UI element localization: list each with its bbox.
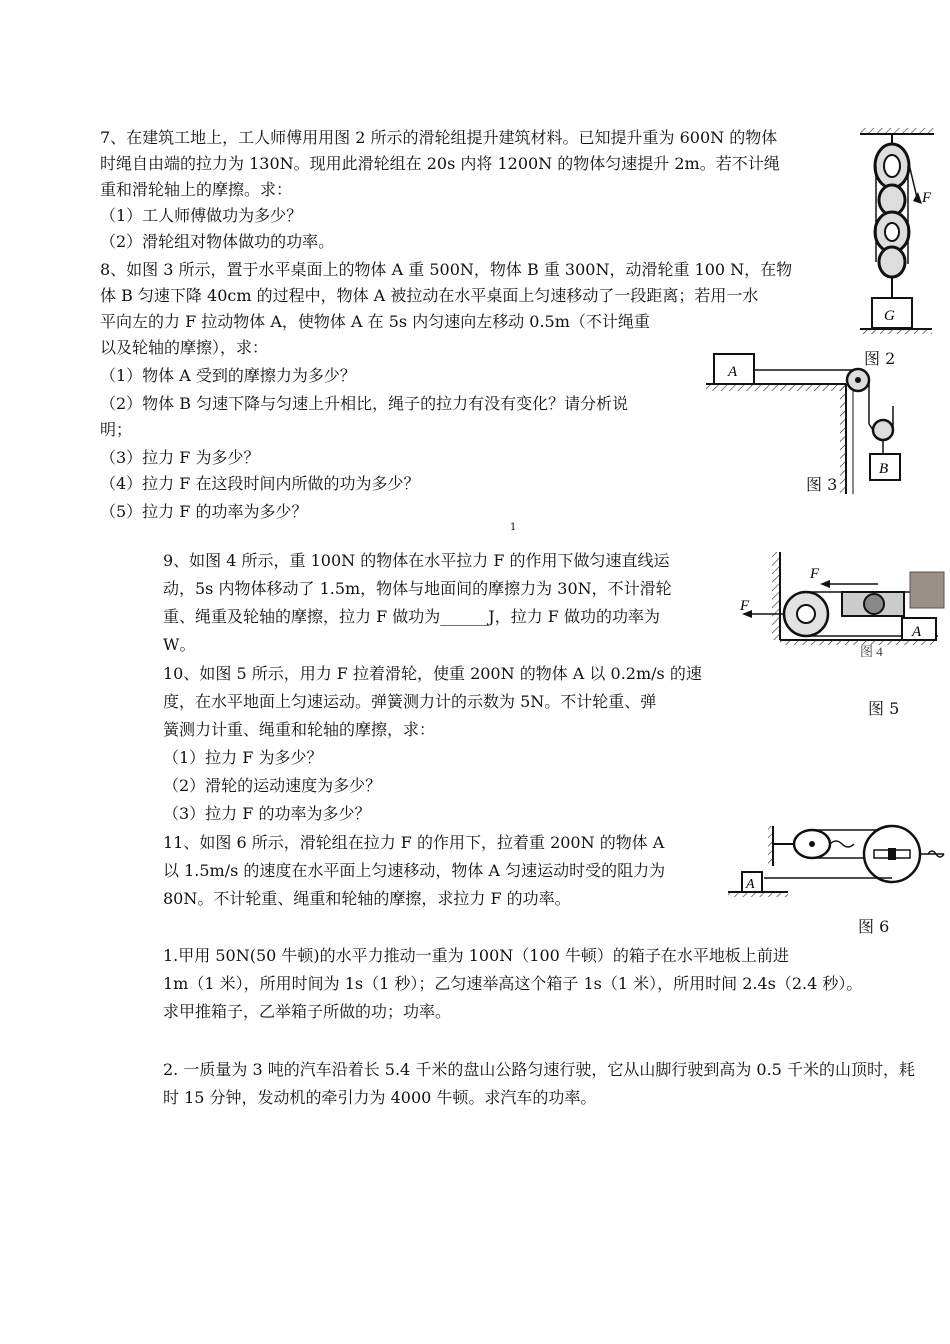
q11-line: 以 1.5m/s 的速度在水平面上匀速移动，物体 A 匀速运动时受的阻力为 (163, 861, 666, 880)
p1-line: 求甲推箱子，乙举箱子所做的功；功率。 (163, 1002, 452, 1021)
wall-block (910, 572, 944, 608)
q8-line: （3）拉力 F 为多少？ (100, 448, 260, 467)
q10-line: 10、如图 5 所示，用力 F 拉着滑轮，使重 200N 的物体 A 以 0.2m/s 的速 (163, 664, 702, 683)
q9-line: 动，5s 内物体移动了 1.5m，物体与地面间的摩擦力为 30N，不计滑轮 (163, 579, 672, 598)
q7-line: 重和滑轮轴上的摩擦。求： (100, 180, 293, 199)
q8-line: 平向左的力 F 拉动物体 A，使物体 A 在 5s 内匀速向左移动 0.5m（不计绳重 (100, 312, 650, 331)
q10-line: （1）拉力 F 为多少？ (163, 748, 323, 767)
q7-line: （1）工人师傅做功为多少？ (100, 206, 303, 225)
label-a-fig6: A (746, 877, 755, 892)
p2-line: 2. 一质量为 3 吨的汽车沿着长 5.4 千米的盘山公路匀速行驶，它从山脚行驶到高为 0.5 千米的山顶时，耗 (163, 1060, 915, 1079)
label-f: F (922, 190, 932, 206)
q9-line: W。 (163, 635, 196, 654)
label-f-upper: F (810, 566, 820, 582)
q11-line: 11、如图 6 所示，滑轮组在拉力 F 的作用下，拉着重 200N 的物体 A (163, 833, 665, 852)
movable-pulley-lower (879, 247, 905, 277)
label-g: G (884, 308, 895, 324)
figure-6-horizontal-pulleys (724, 822, 948, 908)
q11-line: 80N。不计轮重、绳重和轮轴的摩擦，求拉力 F 的功率。 (163, 889, 571, 908)
q8-line: （1）物体 A 受到的摩擦力为多少？ (100, 366, 356, 385)
q9-line: 9、如图 4 所示，重 100N 的物体在水平拉力 F 的作用下做匀速直线运 (163, 551, 670, 570)
q8-line: （2）物体 B 匀速下降与匀速上升相比，绳子的拉力有没有变化？请分析说 (100, 394, 629, 413)
figure-2-caption: 图 2 (864, 349, 896, 368)
q7-line: 7、在建筑工地上，工人师傅用用图 2 所示的滑轮组提升建筑材料。已知提升重为 600N 的物体 (100, 128, 778, 147)
figure-4-caption: 图 4 (860, 644, 883, 659)
figure-6-caption: 图 6 (858, 917, 890, 936)
movable-pulley (873, 420, 893, 440)
label-b: B (879, 461, 889, 477)
figure-4-wall-pulley (738, 548, 948, 660)
q8-line: 以及轮轴的摩擦），求： (100, 338, 269, 357)
figure-2-pulley-block (852, 124, 948, 360)
q10-line: 簧测力计重、绳重和轮轴的摩擦，求： (163, 720, 436, 739)
p1-line: 1.甲用 50N(50 牛顿)的水平力推动一重为 100N（100 牛顿）的箱子在水平地板上前进 (163, 946, 789, 965)
q8-line: （5）拉力 F 的功率为多少？ (100, 502, 308, 521)
page-number: 1 (510, 522, 517, 533)
label-a-fig4: A (912, 624, 922, 640)
figure-3-caption: 图 3 (806, 475, 838, 494)
wall (772, 552, 780, 640)
q10-line: （3）拉力 F 的功率为多少？ (163, 804, 371, 823)
q7-line: （2）滑轮组对物体做功的功率。 (100, 232, 335, 251)
q8-line: 8、如图 3 所示，置于水平桌面上的物体 A 重 500N，物体 B 重 300N，动滑轮重 100 N，在物 (100, 260, 793, 279)
q10-line: 度，在水平地面上匀速运动。弹簧测力计的示数为 5N。不计轮重、弹 (163, 692, 657, 711)
q7-line: 时绳自由端的拉力为 130N。现用此滑轮组在 20s 内将 1200N 的物体匀速提升 2m。若不计绳 (100, 154, 780, 173)
p1-line: 1m（1 米），所用时间为 1s（1 秒）；乙匀速举高这个箱子 1s（1 米），所用时间 2.4s（2.4 秒）。 (163, 974, 863, 993)
q9-line: 重、绳重及轮轴的摩擦，拉力 F 做功为______J，拉力 F 做功的功率为 (163, 607, 660, 626)
p2-line: 时 15 分钟，发动机的牵引力为 4000 牛顿。求汽车的功率。 (163, 1088, 597, 1107)
label-f-lower: F (740, 598, 750, 614)
q8-line: 体 B 匀速下降 40cm 的过程中，物体 A 被拉动在水平桌面上匀速移动了一段距离；若用一水 (100, 286, 759, 305)
q10-line: （2）滑轮的运动速度为多少？ (163, 776, 382, 795)
q8-line: 明； (100, 420, 133, 439)
label-a: A (728, 364, 738, 380)
figure-5-caption: 图 5 (868, 699, 900, 718)
q8-line: （4）拉力 F 在这段时间内所做的功为多少？ (100, 474, 420, 493)
